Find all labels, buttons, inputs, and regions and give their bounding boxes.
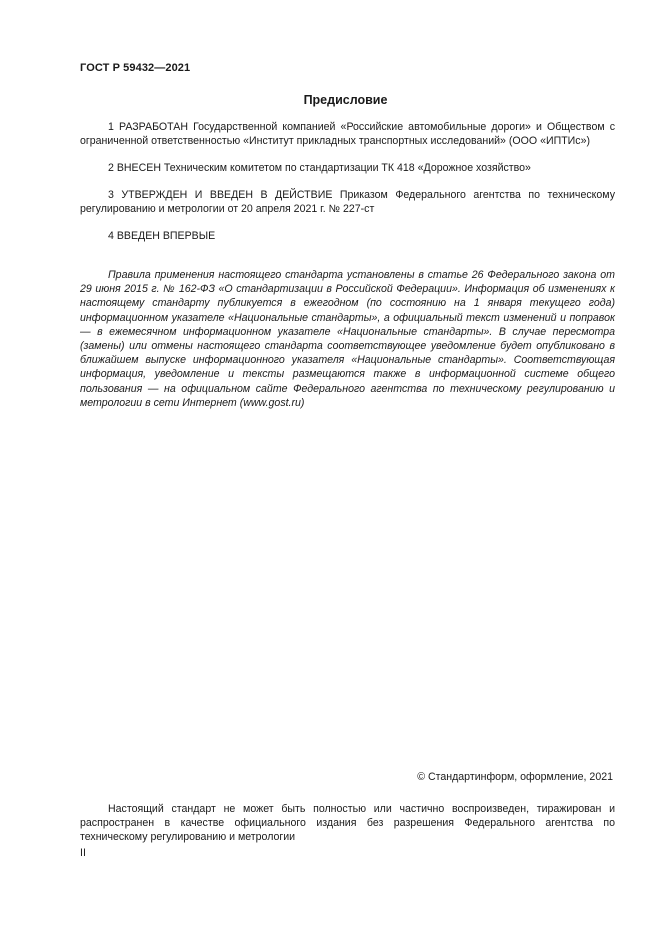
foreword-item-developed: 1 РАЗРАБОТАН Государственной компанией «Российские автомобильные дороги» и Обществом с ограниченной ответственностью «Институт прикладных транспортных исследований» (ООО «ИПТИс») — [80, 121, 615, 147]
standard-code-header: ГОСТ Р 59432—2021 — [80, 62, 191, 74]
rules-of-application-note: Правила применения настоящего стандарта установлены в статье 26 Федерального закона от 29 июня 2015 г. № 162-ФЗ «О стандартизации в Российской Федерации». Информация об изменениях к настоящему стандарту публикуется в ежегодном (по состоянию на 1 января текущего года) информационном указателе «Национальные стандарты», а официальный текст изменений и поправок — в ежемесячном информационном указателе «Национальные стандарты». В случае пересмотра (замены) или отмены настоящего стандарта соответствующее уведомление будет опубликовано в ближайшем выпуске информационного указателя «Национальные стандарты». Соответствующая информация, уведомление и тексты размещаются также в информационной системе общего пользования — на официальном сайте Федерального агентства по техническому регулированию и метрологии в сети Интернет (www.gost.ru) — [80, 269, 615, 409]
foreword-item-approved: 3 УТВЕРЖДЕН И ВВЕДЕН В ДЕЙСТВИЕ Приказом Федерального агентства по техническому регулированию и метрологии от 20 апреля 2021 г. № 227-ст — [80, 189, 615, 215]
foreword-item-submitted: 2 ВНЕСЕН Техническим комитетом по стандартизации ТК 418 «Дорожное хозяйство» — [108, 162, 531, 174]
foreword-item-introduced: 4 ВВЕДЕН ВПЕРВЫЕ — [108, 230, 216, 242]
copyright-line: © Стандартинформ, оформление, 2021 — [417, 771, 613, 783]
page-title: Предисловие — [303, 93, 388, 107]
page-number: II — [80, 847, 86, 859]
reproduction-notice: Настоящий стандарт не может быть полностью или частично воспроизведен, тиражирован и распространен в качестве официального издания без разрешения Федерального агентства по техническому регулированию и метрологии — [80, 803, 615, 843]
